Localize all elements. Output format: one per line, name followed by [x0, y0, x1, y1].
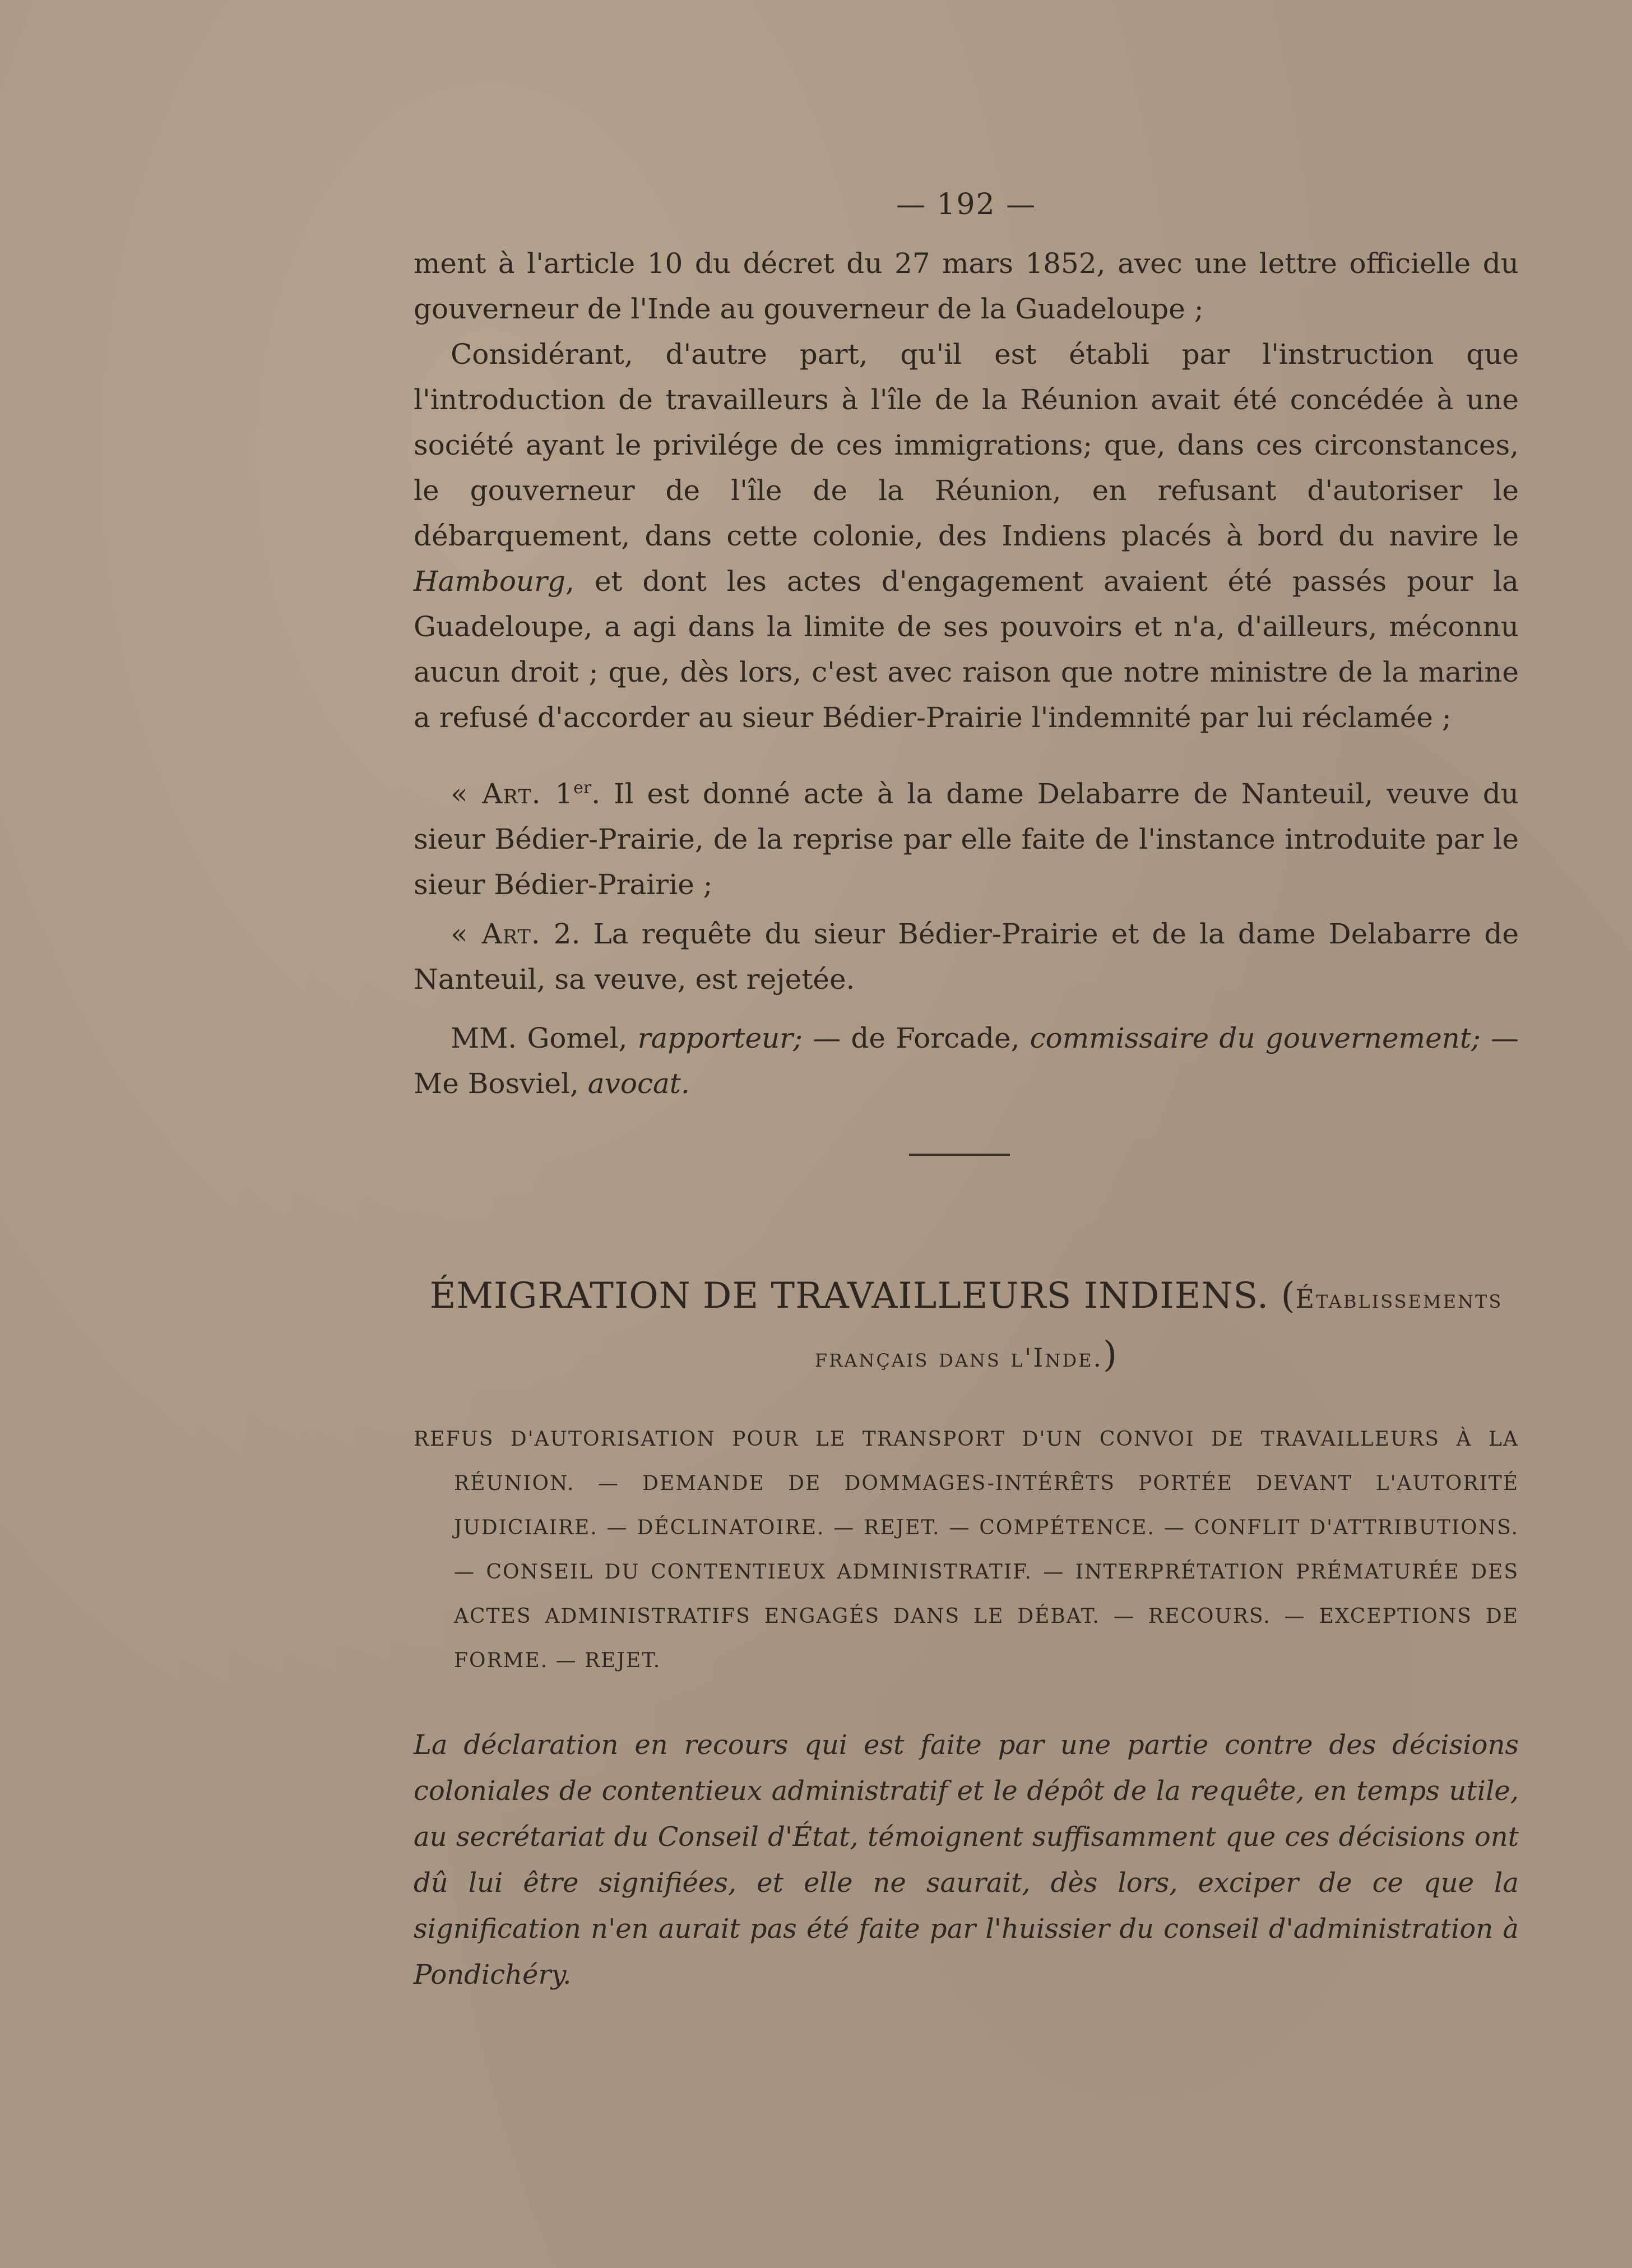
signatories	[414, 1016, 1519, 1107]
case-summary: REFUS D'AUTORISATION POUR LE TRANSPORT D'UN CONVOI DE TRAVAILLEURS À LA RÉUNION. — DEMANDE DE DOMMAGES-INTÉRÊTS PORTÉE DEVANT L'AUTORITÉ JUDICIAIRE. — DÉCLINATOIRE. — REJET. — COMPÉTENCE. — CONFLIT D'ATTRIBUTIONS. — CONSEIL DU CONTENTIEUX ADMINISTRATIF. — INTERPRÉTATION PRÉMATURÉE DES ACTES ADMINISTRATIFS ENGAGÉS DANS LE DÉBAT. — RECOURS. — EXCEPTIONS DE FORME. — REJET.	[414, 1428, 1519, 1672]
sig-role-rapporteur: rapporteur;	[637, 1022, 803, 1054]
considerant-text-b: , et dont les actes d'engagement avaient été passés pour la Guadeloupe, a agi dans la limite de ses pouvoirs et n'a, d'ailleurs, méconnu aucun droit ; que, dès lors, c'est avec raison que notre ministre de la marine a refusé d'accorder au sieur Bédier-Prairie l'indemnité par lui réclamée ;	[414, 565, 1519, 734]
section-title-sc1: Établissements	[1295, 1284, 1503, 1314]
section-title	[414, 1268, 1519, 1386]
article-2	[414, 911, 1519, 1002]
holding-paragraph: La déclaration en recours qui est faite par une partie contre des décisions coloniales de contentieux administratif et le dépôt de la requête, en temps utile, au secrétariat du Conseil d'État, témoignent suffisamment que ces décisions ont dû lui être signifiées, et elle ne saurait, dès lors, exciper de ce que la signification n'en aurait pas été faite par l'huissier du conseil d'administration à Pondichéry.	[414, 1729, 1519, 1991]
considerant-text-a: Considérant, d'autre part, qu'il est établi par l'instruction que l'introduction de travailleurs à l'île de la Réunion avait été concédée à une société ayant le privilége de ces immigrations; que, dans ces circonstances, le gouverneur de l'île de la Réunion, en refusant d'autoriser le débarquement, dans cette colonie, des Indiens placés à bord du navire le	[414, 338, 1519, 552]
article-1	[414, 771, 1519, 908]
article-2-label: « Art.	[451, 918, 541, 950]
paragraph-considerant	[414, 332, 1519, 740]
article-1-sup: er	[573, 778, 592, 798]
article-2-text: 2. La requête du sieur Bédier-Prairie et de la dame Delabarre de Nanteuil, sa veuve, est rejetée.	[414, 918, 1519, 996]
sig-c: — Me Bosviel,	[414, 1022, 1519, 1100]
section-title-close: )	[1103, 1334, 1118, 1376]
page-number: — 192 —	[896, 188, 1037, 221]
article-1-label: « Art. 1	[451, 777, 574, 810]
sig-role-avocat: avocat.	[587, 1067, 690, 1100]
paragraph-continuation: ment à l'article 10 du décret du 27 mars 1852, avec une lettre officielle du gouverneur de l'Inde au gouverneur de la Guadeloupe ;	[414, 247, 1519, 325]
section-title-main: ÉMIGRATION DE TRAVAILLEURS INDIENS. (	[429, 1275, 1296, 1317]
section-title-sc2: français dans l'Inde.	[814, 1343, 1104, 1373]
sig-a: MM. Gomel,	[451, 1022, 638, 1054]
sig-role-commissaire: commissaire du gouvernement;	[1030, 1022, 1481, 1054]
article-1-text: . Il est donné acte à la dame Delabarre de Nanteuil, veuve du sieur Bédier-Prairie, de la reprise par elle faite de l'instance introduite par le sieur Bédier-Prairie ;	[414, 777, 1519, 901]
sig-b: — de Forcade,	[803, 1022, 1030, 1054]
ship-name: Hambourg	[414, 565, 566, 598]
section-divider	[909, 1154, 1010, 1156]
